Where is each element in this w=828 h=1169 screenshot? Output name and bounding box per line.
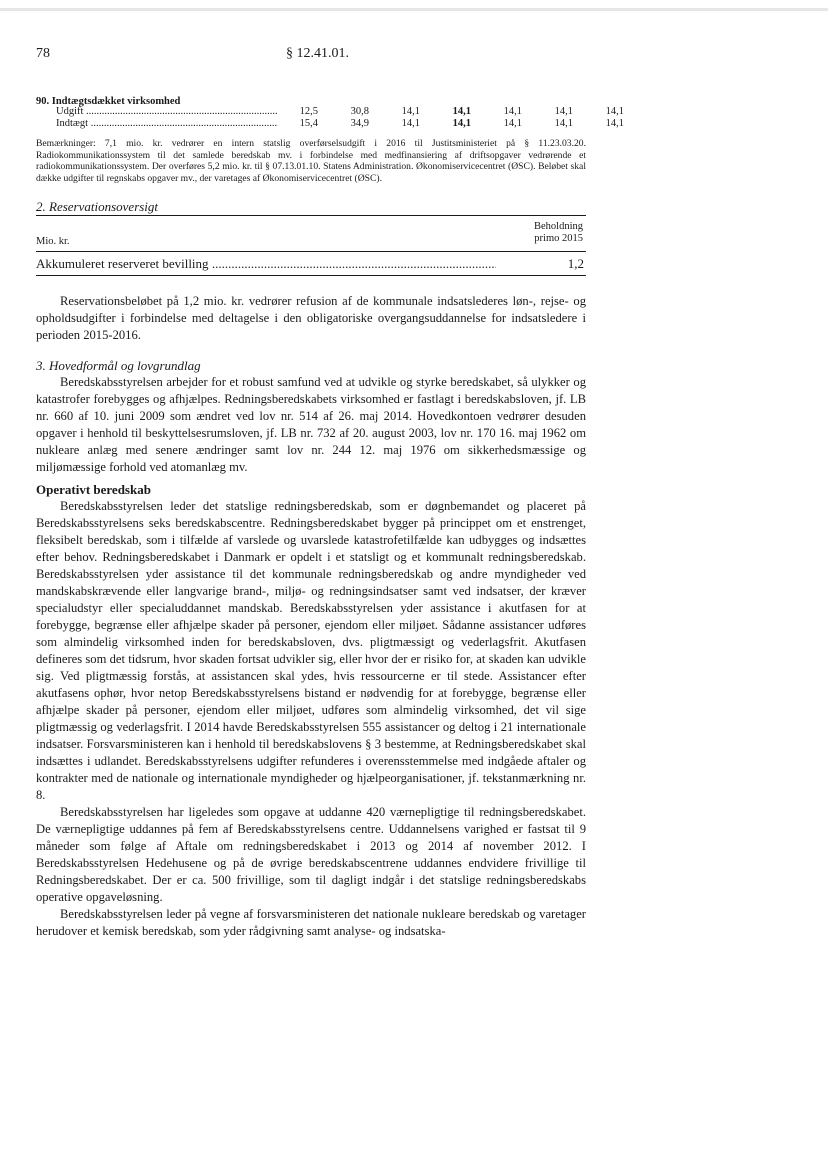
table-cell: 14,1 — [503, 118, 522, 129]
section-heading: § 12.41.01. — [286, 46, 349, 61]
section3-title: 3. Hovedformål og lovgrundlag — [36, 358, 201, 373]
divider — [36, 251, 586, 252]
top-border — [0, 8, 828, 11]
row-label: Udgift ..... — [56, 106, 278, 117]
reservation-row — [36, 256, 586, 274]
paragraph: Beredskabsstyrelsen leder det statslige redningsberedskab, som er døgnbemandet og placeret på Beredskabsstyrelsens seks beredskabscentre. Redningsberedskabet bygger på princippet om et enstrenget, fleksibelt beredskab, som i tilfælde af varslede og uvarslede katastrofetilfælde kan udbygges og indsættes efter behov. Redningsberedskabet i Danmark er opdelt i et statsligt og et kommunalt redningsberedskab. Beredskabsstyrelsen yder assistance til det kommunale redningsberedskab og andre myndigheder ved mandskabskrævende eller langvarige brand-, miljø- og redningsindsatser samt ved indsatser, der kræver specialudstyr eller specialuddannet mandskab. Beredskabsstyrelsen yder assistance i akutfasen for at forebygge, begrænse eller afhjælpe skader på personer, ejendom eller miljøet. Sådanne assistancer udføres som almindelig virksomhed inden for beredskabsloven, dvs. pligtmæssigt og vederlagsfrit. Akutfasen defineres som det tidsrum, hvor skaden fortsat udvikler sig, eller hvor der er risiko for, at skaden kan udvikle sig. Ved pligtmæssig forstås, at assistancen skal ydes, hvis ressourcerne er til stede. Assistancer efter akutfasens ophør, hvor netop Beredskabsstyrelsens bistand er nødvendig for at forebygge, begrænse eller afhjælpe skader på personer, ejendom eller miljøet, udføres som almindelig virksomhed, det vil sige pligtmæssig og vederlagsfrit. I 2014 havde Beredskabsstyrelsen 555 assistancer og deltog i 21 internationale indsatser. Forsvarsministeren kan i henhold til beredskabslovens § 3 bestemme, at Redningsberedskabet skal indsættes i udlandet. Beredskabsstyrelsens udgifter refunderes i overensstemmelse med indgåede aftaler og kontrakter med de nationale og internationale myndigheder og hjælpeorganisationer, jf. tekstanmærkning nr. 8. — [36, 499, 586, 802]
table-cell: 12,5 — [299, 106, 318, 117]
column-header-line2: primo 2015 — [534, 233, 583, 244]
page-number: 78 — [36, 46, 50, 61]
reservation-paragraph — [36, 293, 586, 344]
table-cell: 14,1 — [401, 118, 420, 129]
operativt-title: Operativt beredskab — [36, 482, 151, 497]
table-cell: 14,1 — [503, 106, 522, 117]
paragraph: Beredskabsstyrelsen arbejder for et robust samfund ved at udvikle og styrke beredskabet, så ulykker og katastrofer forebygges og afhjælpes. Redningsberedskabets virksomhed er fastlagt i beredskabsloven, jf. LB nr. 660 af 10. juni 2009 som ændret ved lov nr. 514 af 26. maj 2014. Hovedkontoen vedrører desuden opgaver i henhold til beskyttelsesrumsloven, jf. LB nr. 732 af 20. august 2003, lov nr. 170 16. maj 1962 om nukleare anlæg med senere ændringer samt lov nr. 244 12. maj 1976 om sikkerhedsmæssige og miljømæssige forhold ved atomanlæg mv. — [36, 375, 586, 474]
table-cell: 15,4 — [299, 118, 318, 129]
table-cell: 14,1 — [452, 106, 471, 117]
reservation-row-label: Akkumuleret reserveret bevilling ..... — [36, 256, 496, 272]
divider — [36, 275, 586, 276]
table-cell: 34,9 — [350, 118, 369, 129]
table90-title: 90. Indtægtsdækket virksomhed — [36, 96, 181, 107]
table-row — [36, 118, 624, 132]
remarks-note: Bemærkninger: 7,1 mio. kr. vedrører en intern statslig overførselsudgift i 2016 til Justitsministeriet på § 11.23.03.20. Radiokommunikationssystem til det samlede beredskab mv. i forbindelse med medfinansiering af driftsopgaver vedrørende et radiokommunikationssystem. Der overføres 5,2 mio. kr. til § 07.13.01.10. Statens Administration. Økonomiservicecentret (ØSC). Beløbet skal dække udgifter til regnskabs opgaver mv., der varetages af Økonomiservicecentret (ØSC). — [36, 138, 586, 184]
operativt-body — [36, 498, 586, 940]
table-cell: 14,1 — [401, 106, 420, 117]
column-header — [500, 221, 583, 245]
paragraph: Reservationsbeløbet på 1,2 mio. kr. vedrører refusion af de kommunale indsatslederes løn-, rejse- og opholdsudgifter i forbindelse med deltagelse i den obligatoriske overgangsuddannelse for indsatsledere i perioden 2015-2016. — [36, 294, 586, 342]
column-header-line1: Beholdning — [534, 221, 583, 232]
table-cell: 14,1 — [605, 106, 624, 117]
table-cell: 30,8 — [350, 106, 369, 117]
table-cell: 14,1 — [554, 118, 573, 129]
table-cell: 14,1 — [605, 118, 624, 129]
row-label: Indtægt ..... — [56, 118, 278, 129]
section3-paragraph — [36, 374, 586, 476]
table-cell: 14,1 — [452, 118, 471, 129]
reservation-title: 2. Reservationsoversigt — [36, 199, 159, 214]
paragraph: Beredskabsstyrelsen leder på vegne af forsvarsministeren det nationale nukleare beredskab og varetager herudover et kemisk beredskab, som yder rådgivning samt analyse- og indsatska- — [36, 907, 586, 938]
unit-label: Mio. kr. — [36, 236, 70, 247]
reservation-row-value: 1,2 — [567, 256, 584, 271]
paragraph: Beredskabsstyrelsen har ligeledes som opgave at uddanne 420 værnepligtige til redningsberedskabet. De værnepligtige uddannes på fem af Beredskabsstyrelsens centre. Uddannelsens varighed er fastsat til 9 måneder som følge af Aftale om redningsberedskabet i 2013 og 2014 af november 2012. I Beredskabsstyrelsen Hedehusene og på de øvrige beredskabscentrene uddannes endvidere frivillige til Redningsberedskabet. Der er ca. 500 frivillige, som til dagligt indgår i det statslige redningsberedskabs operative opgaveløsning. — [36, 805, 586, 904]
divider — [36, 215, 586, 216]
table-cell: 14,1 — [554, 106, 573, 117]
